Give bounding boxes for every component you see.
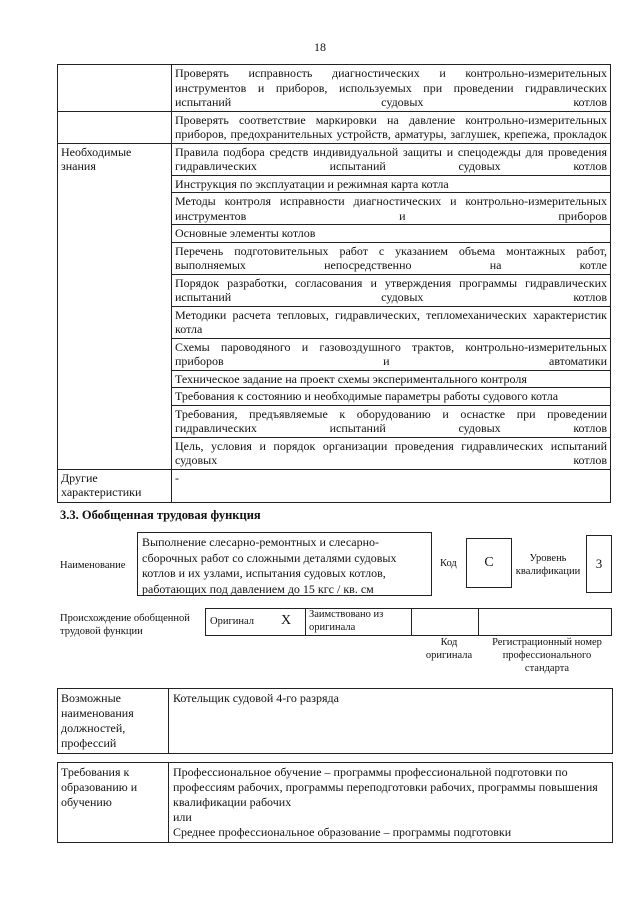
skill-row: Проверять соответствие маркировки на давление контрольно-измерительных приборов, предохранительных устройств, арматуры, заглушек, крепежа, прокладок <box>172 111 611 143</box>
skill-row: Проверять исправность диагностических и контрольно-измерительных инструментов и приборов, используемых при проведении гидравлических испытаний судовых котлов <box>172 65 611 112</box>
original-mark: X <box>281 613 292 628</box>
other-value: - <box>172 469 611 502</box>
knowledge-row: Правила подбора средств индивидуальной защиты и спецодежды для проведения гидравлических испытаний судовых котлов <box>172 143 611 175</box>
education-line: Профессиональное обучение – программы профессиональной подготовки по профессиям рабочих, программы переподготовки рабочих, программы повышения квалификации рабочих <box>173 765 598 809</box>
knowledge-row: Техническое задание на проект схемы экспериментального контроля <box>172 370 611 388</box>
education-line: или <box>173 810 192 824</box>
knowledge-row: Порядок разработки, согласования и утверждения программы гидравлических испытаний судовых котлов <box>172 274 611 306</box>
code-value: C <box>466 538 512 588</box>
education-label: Требования к образованию и обучению <box>58 763 169 843</box>
borrowed-label: Заимствовано из оригинала <box>309 609 384 633</box>
knowledge-row: Перечень подготовительных работ с указанием объема монтажных работ, выполняемых непосредственно на котле <box>172 242 611 274</box>
reg-number-caption: Регистрационный номер профессионального стандарта <box>492 637 602 674</box>
level-value: 3 <box>586 535 612 593</box>
knowledge-row: Цель, условия и порядок организации проведения гидравлических испытаний судовых котлов <box>172 437 611 469</box>
positions-label: Возможные наименования должностей, профессий <box>58 689 169 754</box>
positions-value: Котельщик судовой 4-го разряда <box>169 689 613 754</box>
page-number: 18 <box>314 40 326 54</box>
knowledge-row: Требования, предъявляемые к оборудованию и оснастке при проведении гидравлических испытаний судовых котлов <box>172 405 611 437</box>
section-title: 3.3. Обобщенная трудовая функция <box>60 508 261 522</box>
knowledge-row: Инструкция по эксплуатации и режимная карта котла <box>172 175 611 193</box>
knowledge-label: Необходимые знания <box>58 143 172 469</box>
origin-label: Происхождение обобщенной трудовой функции <box>60 613 190 637</box>
original-label: Оригинал <box>210 616 254 627</box>
knowledge-row: Основные элементы котлов <box>172 225 611 243</box>
name-label: Наименование <box>60 560 126 571</box>
education-table <box>57 762 613 843</box>
knowledge-row: Методы контроля исправности диагностических и контрольно-измерительных инструментов и приборов <box>172 193 611 225</box>
code-label: Код <box>440 558 457 569</box>
other-label: Другие характеристики <box>58 469 172 502</box>
function-name: Выполнение слесарно-ремонтных и слесарно-сборочных работ со сложными деталями судовых котлов и их узлами, испытания судовых котлов, работающих под давлением до 15 кгс / кв. см <box>137 532 432 596</box>
level-label: Уровень квалификации <box>515 553 581 577</box>
knowledge-row: Требования к состоянию и необходимые параметры работы судового котла <box>172 388 611 406</box>
education-line: Среднее профессиональное образование – программы подготовки <box>173 825 512 839</box>
knowledge-row: Методики расчета тепловых, гидравлических, тепломеханических характеристик котла <box>172 306 611 338</box>
knowledge-row: Схемы пароводяного и газовоздушного трактов, контрольно-измерительных приборов и автоматики <box>172 338 611 370</box>
code-original-caption: Код оригинала <box>425 637 473 661</box>
knowledge-table <box>57 64 611 503</box>
positions-table <box>57 688 613 754</box>
